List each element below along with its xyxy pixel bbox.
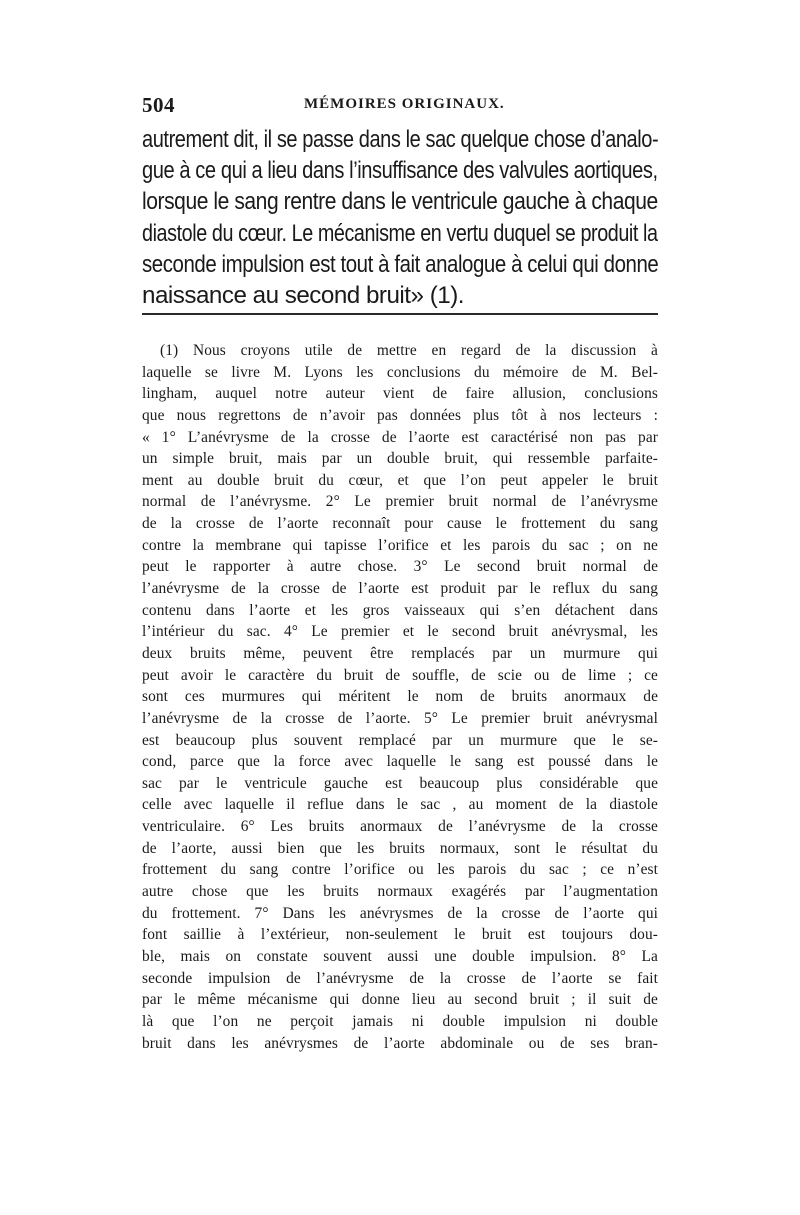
footnote-line: normal de l’anévrysme. 2° Le premier bruit normal de l’anévrysme bbox=[142, 493, 658, 511]
footnote-line: contenu dans l’aorte et les gros vaisseaux qui s’en détachent dans bbox=[142, 601, 658, 619]
footnote-line: cond, parce que la force avec laquelle le sang est poussé dans le bbox=[142, 753, 658, 771]
footnote-line: l’intérieur du sac. 4° Le premier et le second bruit anévrysmal, les bbox=[142, 623, 658, 641]
footnote-line: ble, mais on constate souvent aussi une double impulsion. 8° La bbox=[142, 947, 658, 965]
footnote-line: du frottement. 7° Dans les anévrysmes de la crosse de l’aorte qui bbox=[142, 904, 658, 922]
footnote-line: font saillie à l’extérieur, non-seulement le bruit est toujours dou- bbox=[142, 926, 658, 944]
footnote-line: sac par le ventricule gauche est beaucoup plus considérable que bbox=[142, 774, 658, 792]
footnote-line: laquelle se livre M. Lyons les conclusions du mémoire de M. Bel- bbox=[142, 363, 658, 381]
body-line: naissance au second bruit» (1). bbox=[142, 282, 464, 310]
body-line: diastole du cœur. Le mécanisme en vertu duquel se produit la bbox=[142, 219, 658, 247]
footnote bbox=[142, 340, 658, 1054]
footnote-line: de l’aorte, aussi bien que les bruits normaux, sont le résultat du bbox=[142, 839, 658, 857]
footnote-line: par le même mécanisme qui donne lieu au second bruit ; il suit de bbox=[142, 991, 658, 1009]
footnote-line: seconde impulsion de l’anévrysme de la crosse de l’aorte se fait bbox=[142, 969, 658, 987]
footnote-line: lingham, auquel notre auteur vient de faire allusion, conclusions bbox=[142, 385, 658, 403]
body-line: lorsque le sang rentre dans le ventricule gauche à chaque bbox=[142, 188, 658, 216]
footnote-line: sont ces murmures qui méritent le nom de bruits anormaux de bbox=[142, 688, 658, 706]
footnote-line: là que l’on ne perçoit jamais ni double impulsion ni double bbox=[142, 1012, 658, 1030]
footnote-line: de la crosse de l’aorte reconnaît pour cause le frottement du sang bbox=[142, 515, 658, 533]
running-title: MÉMOIRES ORIGINAUX. bbox=[304, 96, 505, 112]
footnote-line: (1) Nous croyons utile de mettre en regard de la discussion à bbox=[160, 342, 658, 359]
body-line: autrement dit, il se passe dans le sac quelque chose d’analo- bbox=[142, 126, 659, 153]
body-paragraph bbox=[142, 124, 658, 311]
footnote-line: l’anévrysme de la crosse de l’aorte est produit par le reflux du sang bbox=[142, 580, 658, 598]
body-line: seconde impulsion est tout à fait analogue à celui qui donne bbox=[142, 250, 659, 278]
footnote-line: autre chose que les bruits normaux exagérés par l’augmentation bbox=[142, 883, 658, 901]
page-number: 504 bbox=[142, 93, 175, 117]
footnote-line: un simple bruit, mais par un double bruit, qui ressemble parfaite- bbox=[142, 450, 658, 468]
footnote-line: deux bruits même, peuvent être remplacés par un murmure qui bbox=[142, 644, 658, 662]
footnote-line: l’anévrysme de la crosse de l’aorte. 5° Le premier bruit anévrysmal bbox=[142, 709, 658, 727]
footnote-line: peut avoir le caractère du bruit de souffle, de scie ou de lime ; ce bbox=[142, 666, 658, 684]
footnote-line: ventriculaire. 6° Les bruits anormaux de l’anévrysme de la crosse bbox=[142, 818, 658, 836]
footnote-line: que nous regrettons de n’avoir pas données plus tôt à nos lecteurs : bbox=[142, 406, 658, 424]
footnote-line: celle avec laquelle il reflue dans le sac , au moment de la diastole bbox=[142, 796, 658, 814]
footnote-line: « 1° L’anévrysme de la crosse de l’aorte est caractérisé non pas par bbox=[142, 428, 658, 446]
footnote-line: bruit dans les anévrysmes de l’aorte abdominale ou de ses bran- bbox=[142, 1034, 658, 1052]
footnote-line: frottement du sang contre l’orifice ou les parois du sac ; ce n’est bbox=[142, 861, 658, 879]
footnote-line: peut le rapporter à autre chose. 3° Le second bruit normal de bbox=[142, 558, 658, 576]
footnote-line: ment au double bruit du cœur, et que l’on peut appeler le bruit bbox=[142, 471, 658, 489]
footnote-line: est beaucoup plus souvent remplacé par un murmure que le se- bbox=[142, 731, 658, 749]
body-line: gue à ce qui a lieu dans l’insuffisance des valvules aortiques, bbox=[142, 157, 658, 185]
footnote-separator-rule bbox=[142, 313, 658, 315]
footnote-line: contre la membrane qui tapisse l’orifice et les parois du sac ; on ne bbox=[142, 536, 658, 554]
running-header bbox=[142, 93, 658, 123]
